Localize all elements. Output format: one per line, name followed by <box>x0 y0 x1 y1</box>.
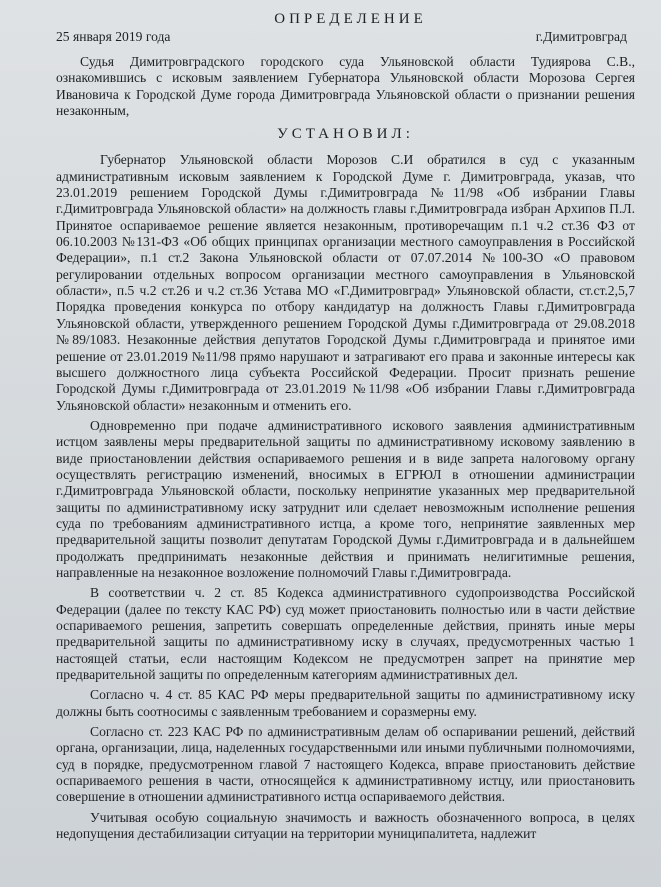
section-heading: УСТАНОВИЛ: <box>277 126 414 143</box>
paragraph-interim-measures: Одновременно при подаче административного искового заявления административным истцом заявлены меры предварительной защиты по административному исковому заявлению в виде приостановлении действия оспариваемого решения и в виде запрета налоговому органу осуществлять регистрацию изменений, вносимых в ЕГРЮЛ в отношении администрации г.Димитровграда Ульяновской области, поскольку непринятие указанных мер предварительной защиты по административному иску затруднит или сделает невозможным исполнение решения суда по требованиям административного истца, а кроме того, непринятие заявленных мер предварительной защиты позволит депутатам Городской Думы г.Димитровграда и в дальнейшем продолжать предпринимать незаконные действия и принимать нелигитимные решения, направленные на незаконное возложение полномочий Главы г.Димитровграда. <box>56 417 635 580</box>
paragraph-kas-85-2: В соответствии ч. 2 ст. 85 Кодекса административного судопроизводства Российской Федерации (далее по тексту КАС РФ) суд может приостановить полностью или в части действие оспариваемого решения, запретить совершать определенные действия, принять иные меры предварительной защиты по административному иску в случаях, предусмотренных частью 1 настоящей статьи, если настоящим Кодексом не предусмотрен запрет на принятие мер предварительной защиты по определенным категориям административных дел. <box>56 585 635 683</box>
paragraph-kas-223: Согласно ст. 223 КАС РФ по административным делам об оспаривании решений, действий органа, организации, лица, наделенных государственными или иными публичными полномочиями, суд в порядке, предусмотренном главой 7 настоящего Кодекса, вправе приостановить действие оспариваемого решения в части, относящейся к административному истцу, или приостановить совершение в отношении административного истца оспариваемого действия. <box>56 724 635 805</box>
intro-paragraph: Судья Димитровградского городского суда Ульяновской области Тудиярова С.В., ознакомившись с исковым заявлением Губернатора Ульяновской области Морозова Сергея Ивановича к Городской Думе города Димитровграда Ульяновской области о признании решения незаконным, <box>56 54 635 119</box>
document-title: ОПРЕДЕЛЕНИЕ <box>274 11 427 27</box>
paragraph-kas-85-4: Согласно ч. 4 ст. 85 КАС РФ меры предварительной защиты по административному иску должны быть соотносимы с заявленным требованием и соразмерны ему. <box>56 687 635 719</box>
paragraph-claim: Губернатор Ульяновской области Морозов С.И обратился в суд с указанным административным исковым заявлением к Городской Думе г. Димитровграда, указав, что 23.01.2019 решением Городской Думы г.Димитровграда №11/98 «Об избрании Главы г.Димитровграда Ульяновской области» на должность главы г.Димитровграда избран Архипов П.Л. Принятое оспариваемое решение является незаконным, противоречащим п.1 ч.2 ст.36 ФЗ от 06.10.2003 №131-ФЗ «Об общих принципах организации местного самоуправления в Российской Федерации», п.1 ст.2 Закона Ульяновской области от 07.07.2014 №100-ЗО «О правовом регулировании отдельных вопросом организации местного самоуправления в Ульяновской области», п.5 ч.2 ст.26 и ч.2 ст.36 Устава МО «Г.Димитровград» Ульяновской области, ст.ст.2,5,7 Порядка проведения конкурса по отбору кандидатур на должность Главы г.Димитровграда Ульяновской области, утвержденного решением Городской Думы г.Димитровграда от 29.08.2018 №89/1083. Незаконные действия депутатов Городской Думы г.Димитровграда и принятое ими решение от 23.01.2019 №11/98 прямо нарушают и затрагивают его права и законные интересы как высшего должностного лица субъекта Российской Федерации. Просит признать решение Городской Думы г.Димитровграда от 23.01.2019 №11/98 «Об избрании Главы г.Димитровграда Ульяновской области» незаконным и отменить его. <box>56 152 635 413</box>
paragraph-conclusion: Учитывая особую социальную значимость и важность обозначенного вопроса, в целях недопущения дестабилизации ситуации на территории муниципалитета, надлежит <box>56 809 635 842</box>
document-meta <box>56 28 635 46</box>
document-city: г.Димитровград <box>535 29 627 44</box>
document-date: 25 января 2019 года <box>56 29 171 44</box>
